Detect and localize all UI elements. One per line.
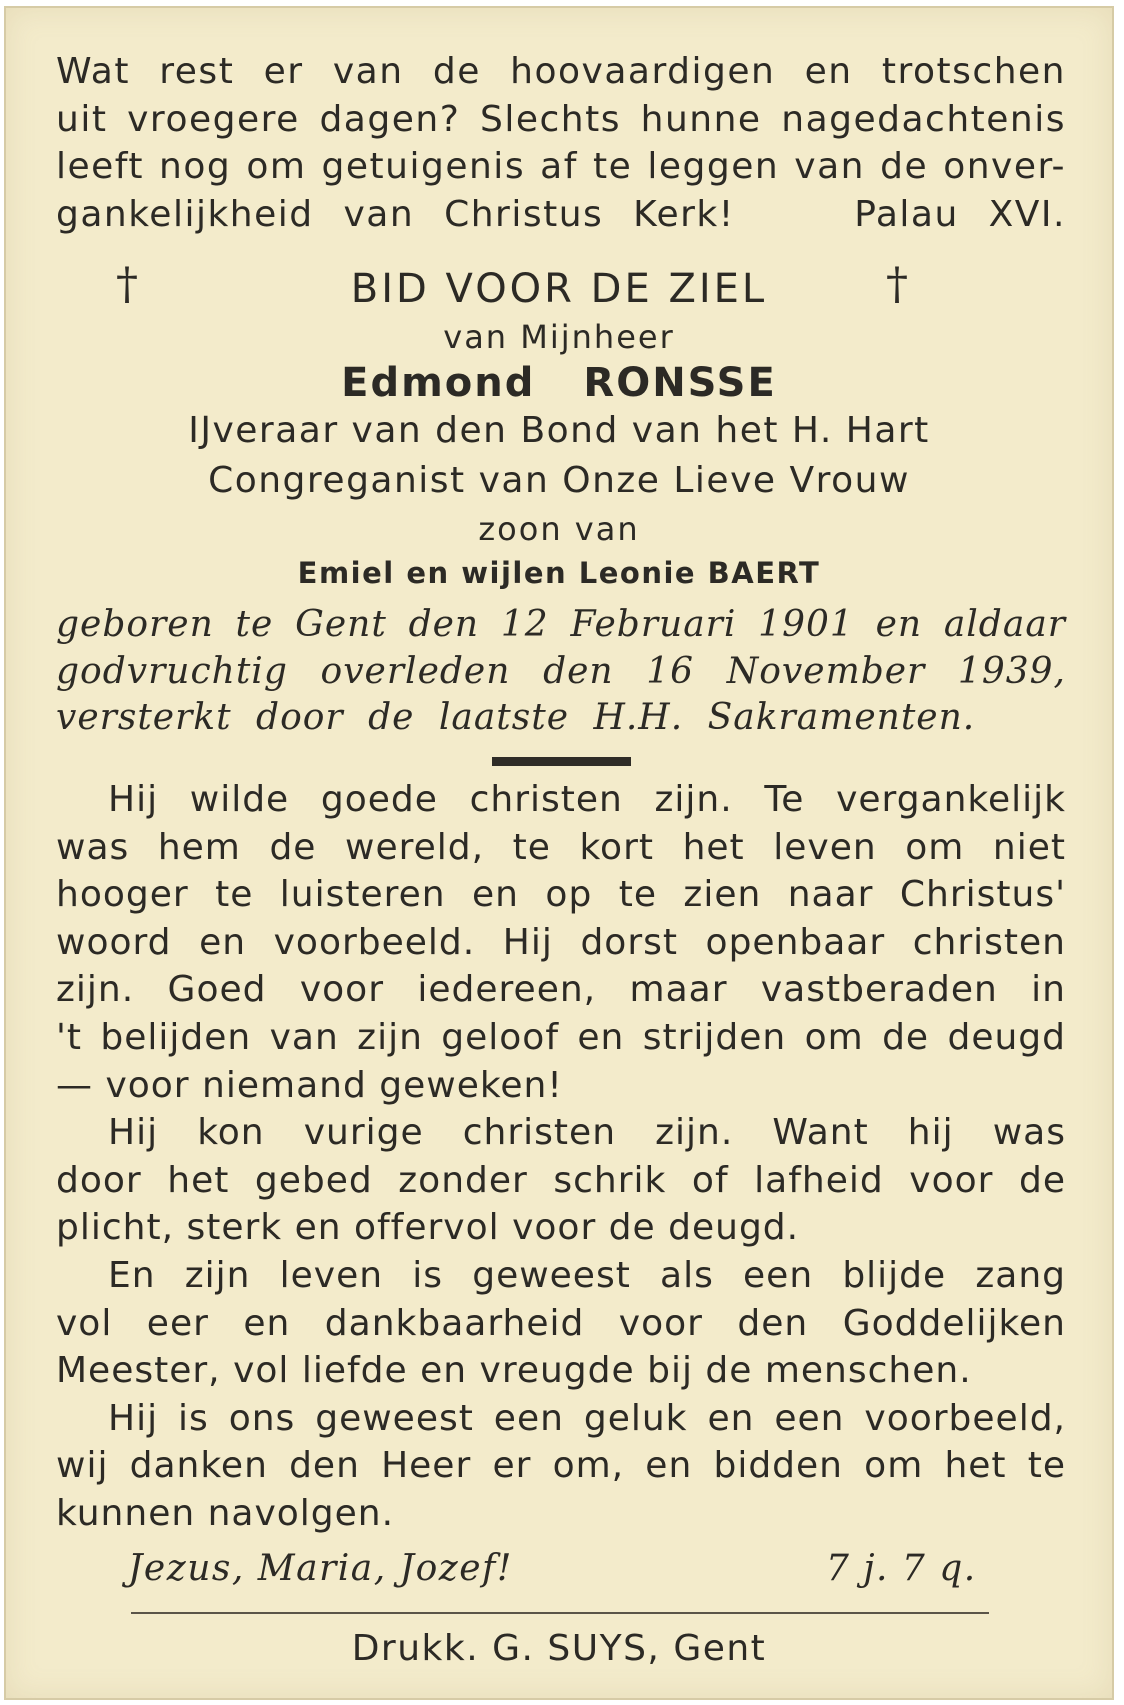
divider-bar [492,757,631,766]
tribute-line: 't belijden van zijn geloof en strijden om de deugd [56,1016,1066,1058]
tribute-line: En zijn leven is geweest als een blijde zang [108,1254,1066,1296]
tribute-line: door het gebed zonder schrik of lafheid voor de [56,1159,1066,1201]
tribute-line: zijn. Goed voor iedereen, maar vastberaden in [56,969,1066,1011]
parents-names: Emiel en wijlen Leonie BAERT [297,556,821,590]
detail-line: versterkt door de laatste H.H. Sakramenten. [56,697,976,738]
son-of-label: zoon van [478,510,640,548]
tribute-line: plicht, sterk en offervol voor de deugd. [56,1207,800,1249]
congregation-title: Congreganist van Onze Lieve Vrouw [208,460,910,501]
tribute-line: Meester, vol liefde en vreugde bij de menschen. [56,1350,972,1392]
deceased-name [6,360,1112,406]
opening-verse [56,48,1066,238]
tribute-line: was hem de wereld, te kort het leven om niet [56,826,1066,868]
indulgence-note: 7 j. 7 q. [826,1548,977,1589]
tribute-line: Hij kon vurige christen zijn. Want hij was [108,1112,1066,1154]
detail-line: geboren te Gent den 12 Februari 1901 en aldaar [56,604,1066,645]
tribute-line: woord en voorbeeld. Hij dorst openbaar christen [56,921,1066,963]
closing-prayer: Jezus, Maria, Jozef! [128,1548,513,1589]
memorial-card [4,6,1114,1700]
verse-line: leeft nog om getuigenis af te leggen van de onver- [56,146,1066,187]
last-name: RONSSE [583,360,777,406]
prayer-heading: BID VOOR DE ZIEL [350,266,768,312]
tribute-line: kunnen navolgen. [56,1492,395,1534]
tribute-line: hooger te luisteren en op te zien naar Christus' [56,874,1066,916]
printer-credit: Drukk. G. SUYS, Gent [351,1628,767,1669]
detail-line: godvruchtig overleden den 16 November 1939, [56,650,1066,692]
tribute-line: vol eer en dankbaarheid voor den Goddelijken [56,1302,1066,1344]
tribute-text [56,776,1066,1538]
left-cross-icon: † [116,259,138,310]
first-name: Edmond [341,360,536,406]
right-cross-icon: † [886,259,908,310]
tribute-line: — voor niemand geweken! [56,1064,563,1106]
footer-rule [131,1612,989,1614]
membership-title: IJveraar van den Bond van het H. Hart [188,410,930,451]
birth-death-details [56,602,1066,742]
tribute-line: wij danken den Heer er om, en bidden om het te [56,1445,1066,1487]
verse-line: uit vroegere dagen? Slechts hunne nagedachtenis [56,98,1066,140]
verse-line: gankelijkheid van Christus Kerk! Palau XVI. [56,193,1066,235]
verse-line: Wat rest er van de hoovaardigen en trotschen [56,51,1066,92]
tribute-line: Hij wilde goede christen zijn. Te vergankelijk [108,779,1066,820]
tribute-line: Hij is ons geweest een geluk en een voorbeeld, [108,1397,1066,1439]
honorific: van Mijnheer [443,318,675,356]
